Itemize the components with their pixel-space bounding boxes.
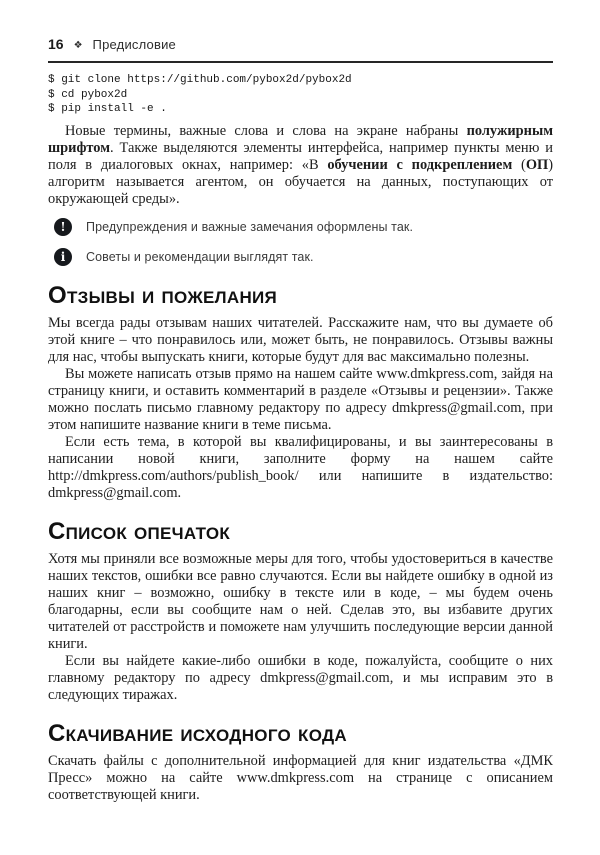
warning-icon: [54, 218, 72, 236]
code-line: $ cd pybox2d: [48, 88, 128, 101]
warning-note: [48, 218, 553, 236]
paragraph: Если вы найдете какие-либо ошибки в коде, пожалуйста, сообщите о них главному редактору по адресу dmkpress@gmail.com, и мы исправим это в следующих тиражах.: [48, 652, 553, 703]
intro-paragraph: Новые термины, важные слова и слова на экране набраны полужирным шрифтом. Также выделяются элементы интерфейса, например пункты меню и поля в диалоговых окнах, например: «В обучении с подкреплением (ОП) алгоритм называется агентом, он обучается на данных, поступающих от окружающей среды».: [48, 122, 554, 207]
code-line: $ git clone https://github.com/pybox2d/pybox2d: [48, 74, 352, 86]
warning-glyph: !: [60, 219, 66, 234]
paragraph: Хотя мы приняли все возможные меры для того, чтобы удостовериться в качестве наших текстов, ошибки все равно случаются. Если вы найдете ошибку в одной из наших книг – возможно, ошибку в тексте или в коде, – мы будем очень благодарны, если вы сообщите нам о ней. Сделав это, вы избавите других читателей от расстройств и поможете нам улучшить последующие версии данной книги.: [48, 550, 553, 652]
paragraph: Скачать файлы с дополнительной информацией для книг издательства «ДМК Пресс» можно на сайте www.dmkpress.com на странице с описанием соответствующей книги.: [48, 752, 553, 803]
running-head: [48, 36, 553, 63]
section-errata: [48, 518, 553, 704]
warning-note-text: Предупреждения и важные замечания оформлены так.: [86, 219, 414, 234]
section-feedback: [48, 282, 553, 502]
paragraph: Вы можете написать отзыв прямо на нашем сайте www.dmkpress.com, зайдя на страницу книги, и оставить комментарий в разделе «Отзывы и рецензии». Также можно послать письмо главному редактору по адресу dmkpress@gmail.com, при этом напишите название книги в теме письма.: [48, 365, 553, 433]
section-source-code: [48, 720, 553, 804]
page-number: 16: [48, 36, 64, 52]
paragraph: Мы всегда рады отзывам наших читателей. Расскажите нам, что вы думаете об этой книге – что понравилось или, может быть, не понравилось. Отзывы важны для нас, чтобы выпускать книги, которые будут для вас максимально полезны.: [48, 314, 553, 365]
code-block: [48, 73, 553, 117]
ornament-diamond-icon: ❖: [73, 40, 83, 51]
paragraph: Если есть тема, в которой вы квалифицированы, и вы заинтересованы в написании новой книги, заполните форму на нашем сайте http://dmkpress.com/authors/publish_book/ или напишите в издательство: dmkpress@gmail.com.: [48, 433, 553, 501]
section-heading-source-code: Скачивание исходного кода: [48, 719, 347, 747]
info-icon: [54, 248, 72, 266]
section-heading-errata: Список опечаток: [48, 517, 231, 545]
section-heading-feedback: Отзывы и пожелания: [48, 281, 278, 309]
info-glyph: i: [60, 249, 66, 264]
running-head-title: Предисловие: [92, 37, 176, 52]
tip-note-text: Советы и рекомендации выглядят так.: [86, 249, 314, 264]
code-line: $ pip install -e .: [48, 103, 167, 115]
tip-note: [48, 248, 553, 266]
